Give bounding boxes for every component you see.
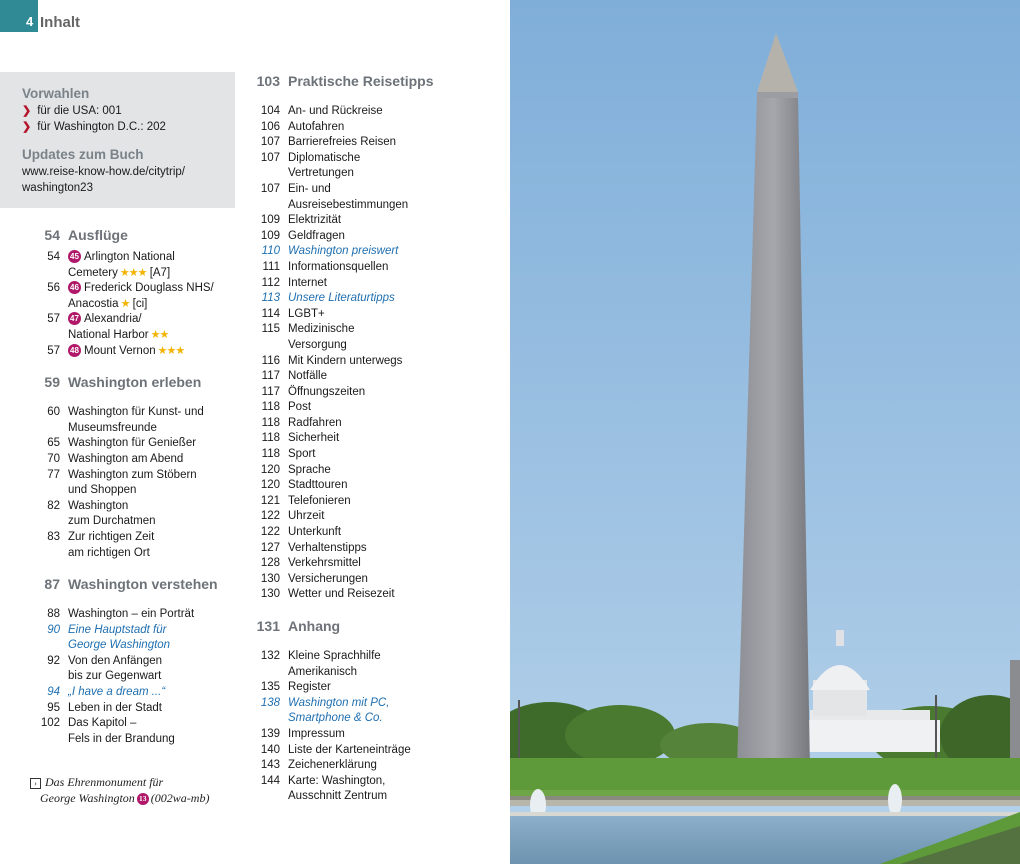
entry-line: National Harbor ★★ <box>68 328 169 341</box>
entry-title <box>68 499 238 530</box>
entry-line: Vertretungen <box>288 167 354 180</box>
section-title[interactable]: Washington erleben <box>68 374 202 391</box>
entry-title <box>68 452 238 468</box>
spacer <box>242 603 508 617</box>
entry-page-number: 106 <box>260 120 280 133</box>
toc-entry[interactable] <box>28 499 238 530</box>
toc-entry[interactable] <box>242 416 508 432</box>
entry-line: „I have a dream ...“ <box>68 686 166 699</box>
entry-title <box>288 322 508 353</box>
toc-entry[interactable] <box>242 743 508 759</box>
entry-title <box>288 369 508 385</box>
entry-title <box>68 312 238 343</box>
toc-entry[interactable] <box>28 716 238 747</box>
entry-title <box>288 307 508 323</box>
toc-entry[interactable] <box>242 369 508 385</box>
entry-page-number: 120 <box>260 463 280 476</box>
toc-entry[interactable] <box>242 431 508 447</box>
entry-line: An- und Rückreise <box>288 105 383 117</box>
entry-line: am richtigen Ort <box>68 546 150 559</box>
entry-page-number: 122 <box>260 510 280 523</box>
toc-entry[interactable] <box>242 151 508 182</box>
entry-line: 45 Arlington National <box>68 250 238 266</box>
entry-page-number: 130 <box>260 572 280 585</box>
entry-line: Unterkunft <box>288 526 342 539</box>
entry-page-number: 60 <box>47 406 60 419</box>
entry-page-number: 83 <box>47 530 60 543</box>
entry-line: Impressum <box>288 727 345 740</box>
entry-title <box>288 680 508 696</box>
section-title[interactable]: Ausflüge <box>68 227 128 243</box>
toc-entry[interactable] <box>242 541 508 557</box>
entry-line: Medizinische <box>288 323 355 336</box>
entry-title <box>288 463 508 479</box>
arrow-box-icon: › <box>30 778 41 789</box>
entry-page-number: 111 <box>262 260 280 273</box>
entry-page-number: 121 <box>260 494 280 507</box>
toc-entry[interactable] <box>28 312 238 343</box>
entry-title <box>288 572 508 588</box>
poi-badge: 48 <box>68 344 81 357</box>
entry-page-number: 122 <box>260 526 280 539</box>
spacer <box>242 90 508 104</box>
entry-title <box>68 685 238 701</box>
entry-page-number: 102 <box>40 717 60 730</box>
toc-entry[interactable] <box>28 405 238 436</box>
entry-line: George Washington <box>68 639 171 652</box>
entry-line: Washington für Genießer <box>68 437 197 450</box>
entry-page-number: 118 <box>261 448 280 461</box>
section-heading <box>242 617 508 635</box>
toc-entry[interactable] <box>242 354 508 370</box>
entry-page-number: 118 <box>261 432 280 445</box>
entry-page-number: 112 <box>261 276 280 289</box>
entry-page-number: 110 <box>261 245 280 258</box>
updates-heading: Updates zum Buch <box>22 147 144 162</box>
entry-line: Öffnungszeiten <box>288 385 366 398</box>
entry-title <box>288 291 508 307</box>
rating-stars-icon: ★★★ <box>155 344 185 357</box>
toc-entry[interactable] <box>242 104 508 120</box>
entry-page-number: 57 <box>47 313 60 326</box>
chevron-right-icon: ❯ <box>22 121 32 133</box>
toc-entry[interactable] <box>242 276 508 292</box>
entry-line: Informationsquellen <box>288 260 389 273</box>
entry-page-number: 117 <box>261 370 280 383</box>
entry-line: Stadttouren <box>288 479 348 492</box>
entry-page-number: 120 <box>260 479 280 492</box>
poi-badge: 13 <box>137 793 149 805</box>
section-title[interactable]: Washington verstehen <box>68 576 218 593</box>
entry-line: Sport <box>288 448 316 461</box>
entry-line: Cemetery ★★★ [A7] <box>68 266 171 279</box>
toc-entry[interactable] <box>28 250 238 281</box>
entry-title <box>288 229 508 245</box>
entry-line: Ausreisebestimmungen <box>288 198 409 211</box>
entry-title <box>288 774 508 805</box>
entry-title <box>288 276 508 292</box>
monument-illustration <box>510 0 1020 864</box>
entry-page-number: 104 <box>260 105 280 117</box>
entry-page-number: 132 <box>260 650 280 662</box>
toc-entry[interactable] <box>242 696 508 727</box>
entry-line: Versicherungen <box>288 572 368 585</box>
entry-line: Register <box>288 681 331 694</box>
entry-title <box>68 436 238 452</box>
toc-entry[interactable] <box>242 120 508 136</box>
entry-title <box>288 431 508 447</box>
entry-page-number: 107 <box>260 136 280 149</box>
toc-entry[interactable] <box>28 344 238 360</box>
entry-title <box>288 649 508 680</box>
entry-page-number: 95 <box>47 701 60 714</box>
entry-line: Unsere Literaturtipps <box>288 292 395 305</box>
entry-title <box>288 587 508 603</box>
toc-entry[interactable] <box>242 758 508 774</box>
entry-title <box>68 250 238 281</box>
entry-title <box>288 244 508 260</box>
entry-page-number: 94 <box>47 686 60 699</box>
entry-line: Radfahren <box>288 416 342 429</box>
entry-line: 46 Frederick Douglass NHS/ <box>68 281 238 297</box>
toc-entry[interactable] <box>28 701 238 717</box>
rating-stars-icon: ★★★ <box>117 266 147 279</box>
entry-page-number: 54 <box>47 251 60 263</box>
entry-page-number: 107 <box>260 182 280 195</box>
toc-entry[interactable] <box>242 307 508 323</box>
entry-title <box>288 135 508 151</box>
entry-page-number: 144 <box>260 774 280 787</box>
entry-page-number: 127 <box>260 541 280 554</box>
entry-line: Von den Anfängen <box>68 654 163 667</box>
entry-title <box>68 281 238 312</box>
entry-line: Ausschnitt Zentrum <box>288 790 388 803</box>
toc-entry[interactable] <box>242 478 508 494</box>
toc-entry[interactable] <box>28 452 238 468</box>
entry-title <box>288 151 508 182</box>
entry-line: Zur richtigen Zeit <box>68 530 155 543</box>
entry-line: Diplomatische <box>288 151 361 164</box>
entry-page-number: 118 <box>261 416 280 429</box>
entry-line: Liste der Karteneinträge <box>288 743 411 756</box>
section-page-number: 87 <box>44 576 60 593</box>
toc-entry[interactable] <box>242 463 508 479</box>
section-title[interactable]: Praktische Reisetipps <box>288 73 434 89</box>
toc-entry[interactable] <box>242 556 508 572</box>
entry-line: Geldfragen <box>288 229 345 242</box>
vorwahlen-usa: ❯ für die USA: 001 <box>22 105 122 117</box>
entry-title <box>288 478 508 494</box>
entry-page-number: 114 <box>261 307 280 320</box>
toc-entry[interactable] <box>242 182 508 213</box>
toc-right-column <box>242 72 508 805</box>
entry-line: Internet <box>288 276 327 289</box>
entry-title <box>288 541 508 557</box>
entry-title <box>288 509 508 525</box>
entry-title <box>288 120 508 136</box>
toc-entry[interactable] <box>242 587 508 603</box>
entry-title <box>68 530 238 561</box>
entry-title <box>68 623 238 654</box>
entry-title <box>288 743 508 759</box>
entry-line: zum Durchatmen <box>68 515 156 528</box>
toc-entry[interactable] <box>242 509 508 525</box>
entry-line: Notfälle <box>288 370 327 383</box>
page-title: Inhalt <box>40 14 80 31</box>
entry-title <box>68 468 238 499</box>
section-heading <box>28 226 238 244</box>
entry-page-number: 143 <box>260 759 280 772</box>
entry-line: und Shoppen <box>68 484 137 497</box>
section-heading <box>28 373 238 391</box>
entry-line: Museumsfreunde <box>68 421 157 434</box>
entry-page-number: 65 <box>47 437 60 450</box>
toc-entry[interactable] <box>242 229 508 245</box>
spacer <box>242 635 508 649</box>
entry-title <box>288 260 508 276</box>
entry-line: Washington – ein Porträt <box>68 608 195 621</box>
toc-entry[interactable] <box>28 607 238 623</box>
toc-left-column <box>28 226 238 747</box>
entry-line: Amerikanisch <box>288 665 358 678</box>
entry-line: Karte: Washington, <box>288 774 386 787</box>
spacer <box>28 359 238 373</box>
entry-title <box>288 556 508 572</box>
page-number: 4 <box>26 14 34 29</box>
entry-title <box>288 182 508 213</box>
entry-line: Post <box>288 401 312 414</box>
photo-caption: › Das Ehrenmonument für George Washington 13 (002wa-mb) <box>30 774 209 806</box>
toc-entry[interactable] <box>242 322 508 353</box>
entry-title <box>288 494 508 510</box>
toc-entry[interactable] <box>242 447 508 463</box>
entry-line: Anacostia ★ [ci] <box>68 297 148 310</box>
toc-entry[interactable] <box>242 727 508 743</box>
entry-title <box>288 758 508 774</box>
entry-line: Washington mit PC, <box>288 696 390 709</box>
toc-entry[interactable] <box>242 494 508 510</box>
rating-stars-icon: ★★ <box>148 328 169 341</box>
entry-title <box>288 696 508 727</box>
entry-line: Telefonieren <box>288 494 351 507</box>
spacer <box>28 391 238 405</box>
entry-line: Washington zum Stöbern <box>68 468 197 481</box>
vorwahlen-heading: Vorwahlen <box>22 86 90 101</box>
entry-line: 48 Mount Vernon ★★★ <box>68 344 238 360</box>
entry-title <box>68 344 238 360</box>
entry-title <box>288 104 508 120</box>
entry-title <box>68 701 238 717</box>
entry-title <box>288 385 508 401</box>
spacer <box>28 593 238 607</box>
poi-badge: 46 <box>68 281 81 294</box>
entry-line: Das Kapitol – <box>68 717 137 730</box>
entry-title <box>288 213 508 229</box>
entry-line: Leben in der Stadt <box>68 701 162 714</box>
toc-entry[interactable] <box>28 281 238 312</box>
entry-page-number: 56 <box>47 282 60 295</box>
entry-page-number: 57 <box>47 344 60 357</box>
entry-page-number: 116 <box>261 354 280 367</box>
vorwahlen-dc: ❯ für Washington D.C.: 202 <box>22 121 166 133</box>
toc-entry[interactable] <box>242 400 508 416</box>
entry-title <box>288 400 508 416</box>
entry-line: Versorgung <box>288 338 347 351</box>
entry-page-number: 109 <box>260 214 280 227</box>
entry-page-number: 92 <box>47 654 60 667</box>
toc-entry[interactable] <box>28 685 238 701</box>
entry-page-number: 82 <box>47 499 60 512</box>
toc-entry[interactable] <box>242 572 508 588</box>
toc-entry[interactable] <box>28 654 238 685</box>
entry-title <box>68 405 238 436</box>
toc-entry[interactable] <box>28 468 238 499</box>
entry-title <box>68 716 238 747</box>
entry-title <box>288 727 508 743</box>
entry-line: Wetter und Reisezeit <box>288 588 395 601</box>
entry-line: bis zur Gegenwart <box>68 670 162 683</box>
toc-entry[interactable] <box>242 213 508 229</box>
toc-entry[interactable] <box>242 244 508 260</box>
entry-line: Mit Kindern unterwegs <box>288 354 403 367</box>
entry-line: Autofahren <box>288 120 345 133</box>
rating-stars-icon: ★ <box>118 297 130 310</box>
toc-entry[interactable] <box>242 774 508 805</box>
entry-title <box>68 654 238 685</box>
entry-line: LGBT+ <box>288 307 325 320</box>
section-heading <box>28 575 238 593</box>
entry-line: Verhaltenstipps <box>288 541 367 554</box>
entry-page-number: 70 <box>47 452 60 465</box>
toc-entry[interactable] <box>28 623 238 654</box>
entry-line: 47 Alexandria/ <box>68 312 238 328</box>
spacer <box>28 561 238 575</box>
entry-line: Uhrzeit <box>288 510 325 523</box>
entry-line: Eine Hauptstadt für <box>68 623 167 636</box>
entry-page-number: 109 <box>260 229 280 242</box>
entry-line: Kleine Sprachhilfe <box>288 650 381 662</box>
toc-entry[interactable] <box>242 260 508 276</box>
section-heading <box>242 72 508 90</box>
poi-badge: 47 <box>68 312 81 325</box>
entry-page-number: 117 <box>261 385 280 398</box>
entry-title <box>288 525 508 541</box>
entry-line: Elektrizität <box>288 214 342 227</box>
entry-page-number: 90 <box>47 623 60 636</box>
toc-entry[interactable] <box>28 436 238 452</box>
washington-monument-photo <box>510 0 1020 864</box>
info-box <box>0 72 235 208</box>
entry-page-number: 77 <box>47 468 60 481</box>
entry-page-number: 115 <box>261 323 280 336</box>
entry-page-number: 107 <box>260 151 280 164</box>
toc-entry[interactable] <box>242 135 508 151</box>
entry-line: Ein- und <box>288 182 331 195</box>
toc-entry[interactable] <box>242 525 508 541</box>
entry-line: Zeichenerklärung <box>288 759 377 772</box>
toc-entry[interactable] <box>242 680 508 696</box>
entry-line: Verkehrsmittel <box>288 557 361 570</box>
entry-page-number: 128 <box>260 557 280 570</box>
entry-title <box>68 607 238 623</box>
entry-page-number: 138 <box>260 696 280 709</box>
entry-line: Fels in der Brandung <box>68 732 175 745</box>
entry-page-number: 118 <box>261 401 280 414</box>
entry-page-number: 140 <box>260 743 280 756</box>
toc-entry[interactable] <box>242 385 508 401</box>
entry-page-number: 135 <box>260 681 280 694</box>
poi-badge: 45 <box>68 250 81 263</box>
toc-entry[interactable] <box>242 649 508 680</box>
section-page-number: 131 <box>256 618 280 634</box>
crowd <box>510 796 1020 806</box>
section-page-number: 103 <box>256 73 280 89</box>
entry-line: Washington für Kunst- und <box>68 406 204 419</box>
section-title[interactable]: Anhang <box>288 618 341 634</box>
entry-line: Sicherheit <box>288 432 340 445</box>
entry-title <box>288 416 508 432</box>
entry-page-number: 139 <box>260 727 280 740</box>
entry-line: Washington preiswert <box>288 245 399 258</box>
entry-page-number: 88 <box>47 608 60 621</box>
entry-line: Sprache <box>288 463 331 476</box>
section-page-number: 54 <box>44 227 60 243</box>
entry-title <box>288 354 508 370</box>
toc-entry[interactable] <box>242 291 508 307</box>
entry-page-number: 130 <box>260 588 280 601</box>
entry-line: Washington am Abend <box>68 452 184 465</box>
entry-line: Washington <box>68 499 129 512</box>
entry-title <box>288 447 508 463</box>
entry-page-number: 113 <box>261 292 280 305</box>
chevron-right-icon: ❯ <box>22 105 32 117</box>
updates-url-line-2[interactable]: washington23 <box>22 182 93 194</box>
updates-url-line-1[interactable]: www.reise-know-how.de/citytrip/ <box>22 166 185 178</box>
entry-line: Barrierefreies Reisen <box>288 136 397 149</box>
section-page-number: 59 <box>44 374 60 391</box>
entry-line: Smartphone & Co. <box>288 712 383 725</box>
toc-entry[interactable] <box>28 530 238 561</box>
